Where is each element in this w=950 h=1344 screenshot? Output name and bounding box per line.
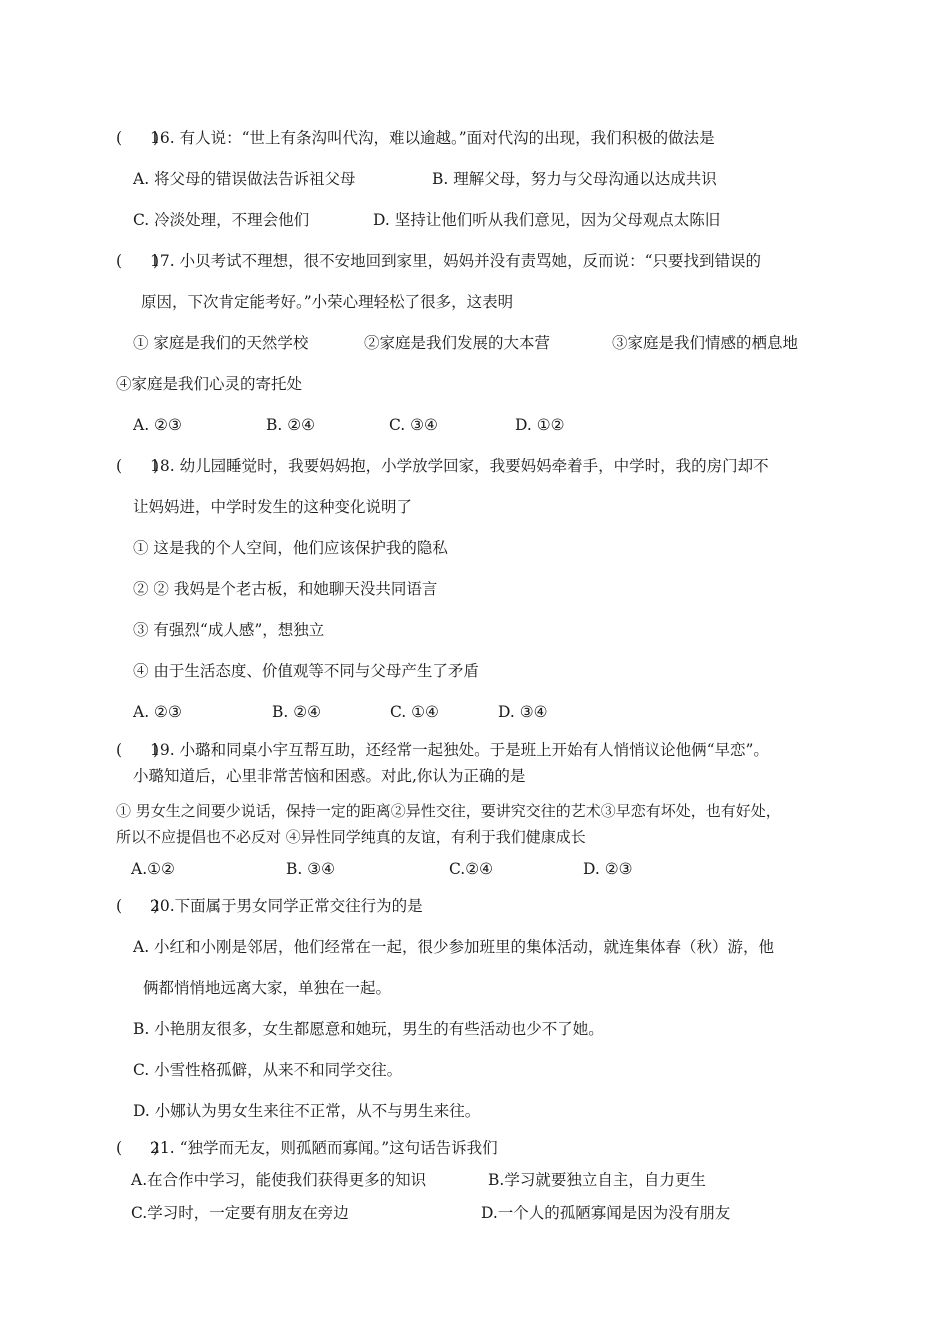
- question-19-option-d[interactable]: D. ②③: [583, 860, 633, 878]
- question-17-option-a[interactable]: A. ②③: [133, 416, 182, 434]
- question-16-option-a[interactable]: A. 将父母的错误做法告诉祖父母: [133, 170, 356, 188]
- question-18-statement-4: ④ 由于生活态度、价值观等不同与父母产生了矛盾: [133, 662, 479, 680]
- question-18-stem-continued: 让妈妈进，中学时发生的这种变化说明了: [133, 498, 413, 516]
- question-19-stem: ( )19. 小璐和同桌小宇互帮互助，还经常一起独处。于是班上开始有人悄悄议论他俩“早恋”。: [116, 741, 769, 759]
- question-20-option-a-continued: 俩都悄悄地远离大家，单独在一起。: [143, 979, 392, 997]
- question-18-option-a[interactable]: A. ②③: [133, 703, 182, 721]
- question-19-option-b[interactable]: B. ③④: [286, 860, 336, 878]
- question-21-option-a[interactable]: A.在合作中学习，能使我们获得更多的知识: [131, 1171, 427, 1189]
- question-19-option-a[interactable]: A.①②: [131, 860, 175, 878]
- question-17-statement-2: ②家庭是我们发展的大本营: [364, 334, 551, 352]
- question-20-stem: ( )20.下面属于男女同学正常交往行为的是: [116, 897, 423, 915]
- question-16-option-d[interactable]: D. 坚持让他们听从我们意见，因为父母观点太陈旧: [373, 211, 721, 229]
- question-17-statement-4: ④家庭是我们心灵的寄托处: [116, 375, 303, 393]
- question-18-option-b[interactable]: B. ②④: [272, 703, 322, 721]
- question-20-option-d[interactable]: D. 小娜认为男女生来往不正常，从不与男生来往。: [133, 1102, 481, 1120]
- question-17-stem-continued: 原因，下次肯定能考好。”小荣心理轻松了很多，这表明: [141, 293, 514, 311]
- question-19-option-c[interactable]: C.②④: [449, 860, 494, 878]
- question-17-statement-3: ③家庭是我们情感的栖息地: [612, 334, 799, 352]
- question-21-option-d[interactable]: D.一个人的孤陋寡闻是因为没有朋友: [481, 1204, 731, 1222]
- question-19-stem-continued: 小璐知道后，心里非常苦恼和困惑。对此,你认为正确的是: [133, 767, 526, 785]
- question-18-statement-2: ② ② 我妈是个老古板，和她聊天没共同语言: [133, 580, 438, 598]
- question-21-stem: ( )21. “独学而无友，则孤陋而寡闻。”这句话告诉我们: [116, 1139, 498, 1157]
- question-18-statement-3: ③ 有强烈“成人感”，想独立: [133, 621, 325, 639]
- question-16-option-b[interactable]: B. 理解父母，努力与父母沟通以达成共识: [432, 170, 717, 188]
- question-17-option-b[interactable]: B. ②④: [266, 416, 316, 434]
- question-19-statements-line-2: 所以不应提倡也不必反对 ④异性同学纯真的友谊，有利于我们健康成长: [116, 828, 586, 846]
- question-20-option-b[interactable]: B. 小艳朋友很多，女生都愿意和她玩，男生的有些活动也少不了她。: [133, 1020, 604, 1038]
- question-16-stem: ( )16. 有人说：“世上有条沟叫代沟，难以逾越。”面对代沟的出现，我们积极的做法是: [116, 129, 715, 147]
- question-21-option-c[interactable]: C.学习时，一定要有朋友在旁边: [131, 1204, 349, 1222]
- question-18-statement-1: ① 这是我的个人空间，他们应该保护我的隐私: [133, 539, 448, 557]
- question-18-stem: ( )18. 幼儿园睡觉时，我要妈妈抱，小学放学回家，我要妈妈牵着手，中学时，我的房门却不: [116, 457, 769, 475]
- question-17-stem: ( )17. 小贝考试不理想，很不安地回到家里，妈妈并没有责骂她，反而说：“只要找到错误的: [116, 252, 762, 270]
- question-21-option-b[interactable]: B.学习就要独立自主，自力更生: [488, 1171, 706, 1189]
- question-20-option-a[interactable]: A. 小红和小刚是邻居，他们经常在一起，很少参加班里的集体活动，就连集体春（秋）游，他: [133, 938, 775, 956]
- question-16-option-c[interactable]: C. 冷淡处理，不理会他们: [133, 211, 310, 229]
- question-17-statement-1: ① 家庭是我们的天然学校: [133, 334, 309, 352]
- question-20-option-c[interactable]: C. 小雪性格孤僻，从来不和同学交往。: [133, 1061, 403, 1079]
- question-18-option-c[interactable]: C. ①④: [390, 703, 439, 721]
- question-18-option-d[interactable]: D. ③④: [498, 703, 548, 721]
- question-17-option-d[interactable]: D. ①②: [515, 416, 565, 434]
- question-19-statements-line-1: ① 男女生之间要少说话，保持一定的距离②异性交往，要讲究交往的艺术③早恋有坏处，也有好处，: [116, 802, 781, 820]
- question-17-option-c[interactable]: C. ③④: [389, 416, 438, 434]
